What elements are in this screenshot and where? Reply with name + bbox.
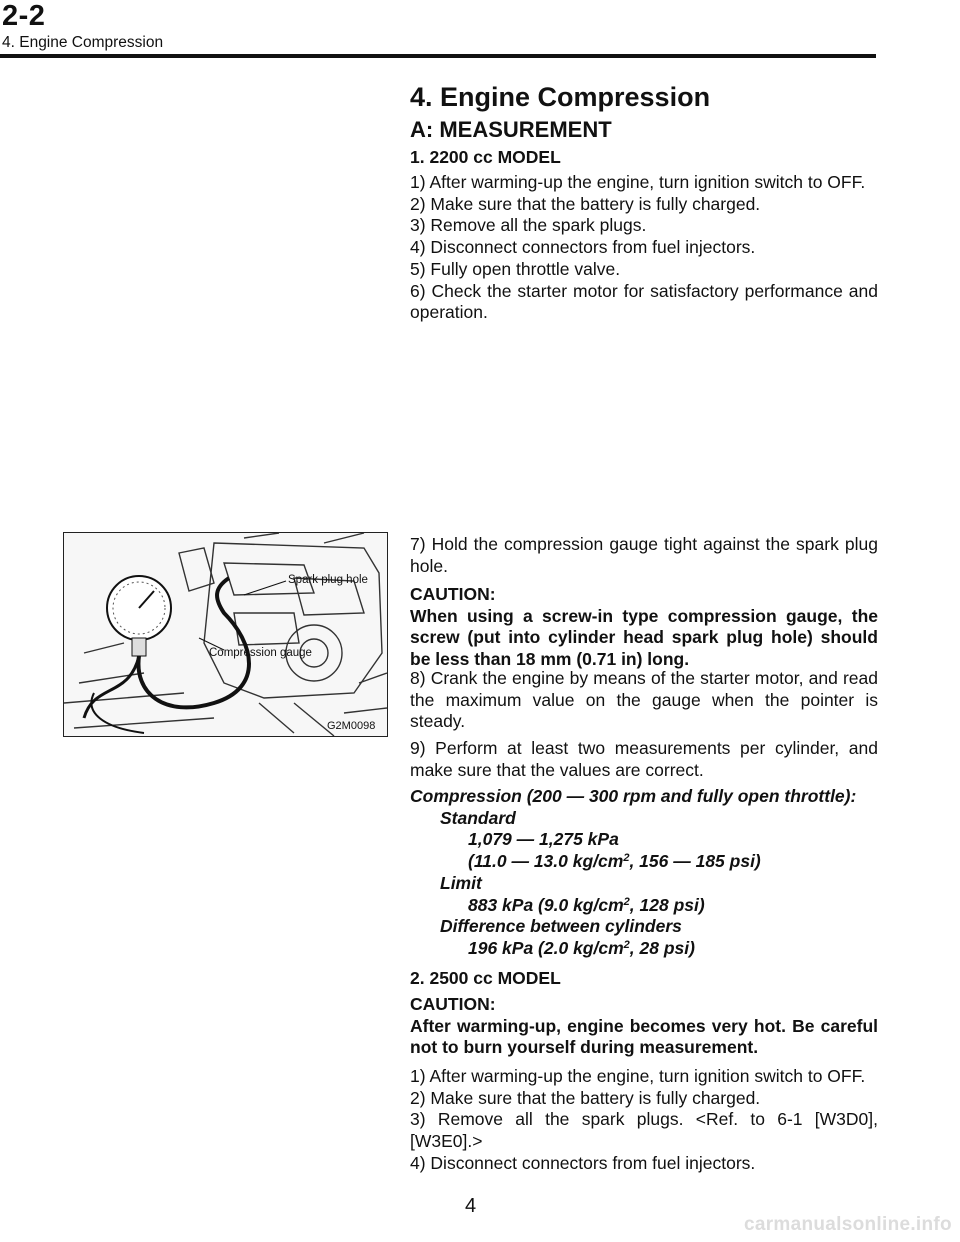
spec-diff-label: Difference between cylinders <box>440 916 682 937</box>
caution-label: CAUTION: <box>410 994 496 1014</box>
spark-plug-hole-label: Spark plug hole <box>288 574 368 586</box>
header-rule <box>0 54 876 58</box>
spec-standard-value: 1,079 — 1,275 kPa <box>468 829 619 850</box>
model-2500-heading: 2. 2500 cc MODEL <box>410 968 561 988</box>
step-8: 8) Crank the engine by means of the starter motor, and read the maximum value on the gauge when the pointer is steady. <box>410 668 878 732</box>
compression-gauge-figure <box>63 532 388 737</box>
list-item: 1) After warming-up the engine, turn ignition switch to OFF. <box>410 1066 866 1086</box>
spec-limit-label: Limit <box>440 872 482 893</box>
caution-text: After warming-up, engine becomes very hot. Be careful not to burn yourself during measurement. <box>410 1015 878 1058</box>
page-number: 4 <box>465 1195 477 1217</box>
spec-diff-value: 196 kPa (2.0 $kg/cm^2$, 28 psi) <box>468 937 695 958</box>
section-subtitle: A: MEASUREMENT <box>410 117 612 142</box>
spec-heading: Compression (200 — 300 rpm and fully open throttle): <box>410 786 857 806</box>
spec-standard-value-metric: (11.0 — 13.0 $kg/cm^2$, 156 — 185 psi) <box>468 851 761 872</box>
step-9: 9) Perform at least two measurements per cylinder, and make sure that the values are correct. <box>410 738 878 780</box>
spec-limit-value: 883 kPa (9.0 $kg/cm^2$, 128 psi) <box>468 894 705 915</box>
compression-gauge-label: Compression gauge <box>209 647 312 659</box>
list-item: 2) Make sure that the battery is fully charged. <box>410 1087 761 1108</box>
steps-2500-list <box>410 1066 878 1175</box>
section-title: 4. Engine Compression <box>2 34 164 51</box>
list-item: 3) Remove all the spark plugs. <Ref. to 6-1 [W3D0], [W3E0].> <box>410 1109 878 1152</box>
page-title: 4. Engine Compression <box>410 82 711 112</box>
step-7: 7) Hold the compression gauge tight against the spark plug hole. <box>410 534 878 576</box>
list-item: 5) Fully open throttle valve. <box>410 258 621 279</box>
list-item: 4) Disconnect connectors from fuel injectors. <box>410 237 756 258</box>
watermark: carmanualsonline.info <box>744 1214 952 1235</box>
list-item: 6) Check the starter motor for satisfactory performance and operation. <box>410 280 878 323</box>
model-2200-heading: 1. 2200 cc MODEL <box>410 147 561 167</box>
section-number: 2-2 <box>2 0 46 32</box>
figure-id: G2M0098 <box>327 720 376 732</box>
list-item: 1) After warming-up the engine, turn ignition switch to OFF. <box>410 172 866 192</box>
steps-2200-list <box>410 172 878 324</box>
spec-standard-label: Standard <box>440 807 516 828</box>
compression-spec <box>410 786 878 960</box>
caution-2500 <box>410 994 878 1059</box>
list-item: 3) Remove all the spark plugs. <box>410 215 647 236</box>
caution-label: CAUTION: <box>410 584 496 604</box>
list-item: 4) Disconnect connectors from fuel injectors. <box>410 1152 756 1173</box>
caution-2200 <box>410 584 878 671</box>
caution-text: When using a screw-in type compression gauge, the screw (put into cylinder head spark plug hole) should be less than 18 mm (0.71 in) long. <box>410 605 878 670</box>
engine-illustration <box>64 533 387 736</box>
list-item: 2) Make sure that the battery is fully charged. <box>410 193 761 214</box>
